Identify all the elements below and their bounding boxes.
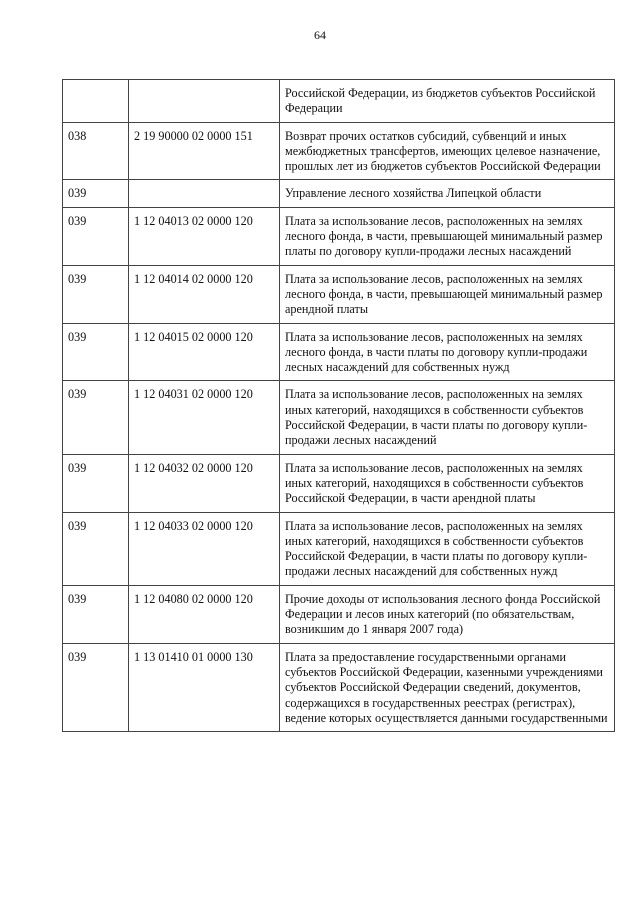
table-row (63, 80, 615, 123)
revenue-name-cell: Плата за использование лесов, расположенных на землях лесного фонда, в части, превышающей минимальный размер арендной платы (280, 265, 615, 323)
budget-code-cell: 1 12 04013 02 0000 120 (129, 207, 280, 265)
revenue-name-cell: Плата за использование лесов, расположенных на землях иных категорий, находящихся в собственности субъектов Российской Федерации, в части арендной платы (280, 454, 615, 512)
admin-code-cell: 039 (63, 454, 129, 512)
admin-code-cell: 039 (63, 323, 129, 381)
revenue-name-cell: Российской Федерации, из бюджетов субъектов Российской Федерации (280, 80, 615, 123)
revenue-name-cell: Плата за использование лесов, расположенных на землях лесного фонда, в части, превышающей минимальный размер платы по договору купли-продажи лесных насаждений (280, 207, 615, 265)
budget-code-cell: 1 12 04033 02 0000 120 (129, 512, 280, 585)
revenue-name-cell: Плата за использование лесов, расположенных на землях иных категорий, находящихся в собственности субъектов Российской Федерации, в части платы по договору купли-продажи лесных насаждений (280, 381, 615, 454)
budget-code-cell: 1 13 01410 01 0000 130 (129, 643, 280, 731)
table-row (63, 454, 615, 512)
budget-code-cell (129, 180, 280, 207)
page-number: 64 (314, 28, 326, 42)
budget-code-cell: 1 12 04031 02 0000 120 (129, 381, 280, 454)
revenue-name-cell: Плата за использование лесов, расположенных на землях лесного фонда, в части платы по договору купли-продажи лесных насаждений для собственных нужд (280, 323, 615, 381)
table-row (63, 180, 615, 207)
revenue-codes-table (62, 79, 615, 732)
revenue-name-cell: Прочие доходы от использования лесного фонда Российской Федерации и лесов иных категорий (по обязательствам, возникшим до 1 января 2007 года) (280, 585, 615, 643)
admin-code-cell: 039 (63, 643, 129, 731)
admin-code-cell: 039 (63, 265, 129, 323)
budget-code-cell: 1 12 04032 02 0000 120 (129, 454, 280, 512)
budget-code-cell: 1 12 04080 02 0000 120 (129, 585, 280, 643)
table-row (63, 585, 615, 643)
revenue-name-cell: Возврат прочих остатков субсидий, субвенций и иных межбюджетных трансфертов, имеющих целевое назначение, прошлых лет из бюджетов субъектов Российской Федерации (280, 122, 615, 180)
table-row (63, 207, 615, 265)
table-row (63, 122, 615, 180)
admin-code-cell: 039 (63, 381, 129, 454)
admin-code-cell (63, 80, 129, 123)
budget-code-cell: 1 12 04015 02 0000 120 (129, 323, 280, 381)
admin-code-cell: 038 (63, 122, 129, 180)
admin-code-cell: 039 (63, 585, 129, 643)
budget-code-cell (129, 80, 280, 123)
table-row (63, 323, 615, 381)
revenue-name-cell: Управление лесного хозяйства Липецкой области (280, 180, 615, 207)
table-row (63, 381, 615, 454)
revenue-name-cell: Плата за предоставление государственными органами субъектов Российской Федерации, казенными учреждениями субъектов Российской Федерации сведений, документов, содержащихся в государственных реестрах (регистрах), ведение которых осуществляется данными государственными (280, 643, 615, 731)
revenue-name-cell: Плата за использование лесов, расположенных на землях иных категорий, находящихся в собственности субъектов Российской Федерации, в части платы по договору купли-продажи лесных насаждений для собственных нужд (280, 512, 615, 585)
admin-code-cell: 039 (63, 207, 129, 265)
budget-code-cell: 2 19 90000 02 0000 151 (129, 122, 280, 180)
admin-code-cell: 039 (63, 180, 129, 207)
admin-code-cell: 039 (63, 512, 129, 585)
table-row (63, 265, 615, 323)
table-row (63, 512, 615, 585)
table-row (63, 643, 615, 731)
budget-code-cell: 1 12 04014 02 0000 120 (129, 265, 280, 323)
